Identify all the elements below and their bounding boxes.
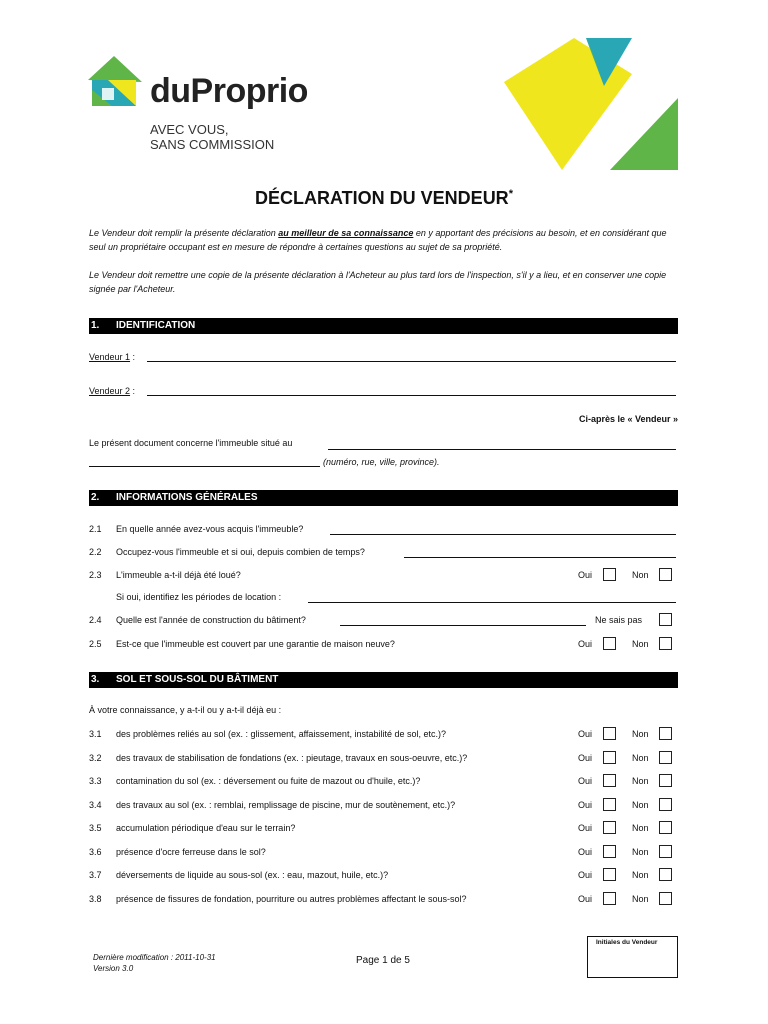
duproprio-logo-icon (84, 54, 146, 108)
q36-non-checkbox[interactable] (659, 845, 672, 858)
q31-number: 3.1 (89, 729, 102, 739)
q38-number: 3.8 (89, 894, 102, 904)
adresse-field-1[interactable] (328, 449, 676, 450)
q32-non-checkbox[interactable] (659, 751, 672, 764)
initials-label: Initiales du Vendeur (596, 939, 658, 946)
q22-text: Occupez-vous l'immeuble et si oui, depuis combien de temps? (116, 547, 365, 557)
section-2-header: 2. INFORMATIONS GÉNÉRALES (89, 490, 678, 506)
q36-non-label: Non (632, 847, 649, 857)
q25-number: 2.5 (89, 639, 102, 649)
intro-emphasis: au meilleur de sa connaissance (278, 228, 414, 238)
q31-non-label: Non (632, 729, 649, 739)
q37-number: 3.7 (89, 870, 102, 880)
q22-field[interactable] (404, 557, 676, 558)
q36-oui-label: Oui (578, 847, 593, 857)
q35-number: 3.5 (89, 823, 102, 833)
q21-number: 2.1 (89, 524, 102, 534)
q38-oui-label: Oui (578, 894, 593, 904)
section-3-lead: À votre connaissance, y a-t-il ou y a-t-il déjà eu : (89, 705, 282, 715)
title-asterisk: * (508, 188, 513, 200)
q32-non-label: Non (632, 753, 649, 763)
q24-text: Quelle est l'année de construction du bâtiment? (116, 615, 306, 625)
brand-name: duProprio (150, 72, 308, 110)
q36-number: 3.6 (89, 847, 102, 857)
q25-non-checkbox[interactable] (659, 637, 672, 650)
adresse-hint: (numéro, rue, ville, province). (323, 457, 440, 467)
q23-number: 2.3 (89, 570, 102, 580)
q35-text: accumulation périodique d'eau sur le terrain? (116, 823, 296, 833)
q24-number: 2.4 (89, 615, 102, 625)
q32-oui-checkbox[interactable] (603, 751, 616, 764)
q31-oui-label: Oui (578, 729, 593, 739)
q33-number: 3.3 (89, 776, 102, 786)
q36-oui-checkbox[interactable] (603, 845, 616, 858)
tagline-line-1: AVEC VOUS, (150, 122, 229, 137)
q34-oui-checkbox[interactable] (603, 798, 616, 811)
q38-non-label: Non (632, 894, 649, 904)
q34-oui-label: Oui (578, 800, 593, 810)
q25-text: Est-ce que l'immeuble est couvert par une garantie de maison neuve? (116, 639, 395, 649)
immeuble-label: Le présent document concerne l'immeuble situé au (89, 438, 293, 448)
q25-oui-checkbox[interactable] (603, 637, 616, 650)
q31-oui-checkbox[interactable] (603, 727, 616, 740)
intro-paragraph-1: Le Vendeur doit remplir la présente déclaration au meilleur de sa connaissance en y apportant des précisions au besoin, et en considérant que seul un propriétaire occupant est en mesure de répondre à certaines questions au sujet de sa propriété. (89, 228, 667, 252)
vendeur-1-field[interactable] (147, 361, 676, 362)
q33-non-checkbox[interactable] (659, 774, 672, 787)
q31-text: des problèmes reliés au sol (ex. : glissement, affaissement, instabilité de sol, etc.)? (116, 729, 446, 739)
q34-number: 3.4 (89, 800, 102, 810)
vendeur-2-label: Vendeur 2 : (89, 386, 136, 396)
q21-text: En quelle année avez-vous acquis l'immeuble? (116, 524, 304, 534)
q23-oui-label: Oui (578, 570, 593, 580)
q23-non-label: Non (632, 570, 649, 580)
tagline (150, 122, 274, 152)
tagline-line-2: SANS COMMISSION (150, 137, 275, 152)
q23-non-checkbox[interactable] (659, 568, 672, 581)
q37-text: déversements de liquide au sous-sol (ex. : eau, mazout, huile, etc.)? (116, 870, 389, 880)
version: Version 3.0 (93, 964, 134, 973)
footer-info (93, 952, 216, 974)
q25-oui-label: Oui (578, 639, 593, 649)
q24-field[interactable] (340, 625, 586, 626)
q37-oui-label: Oui (578, 870, 593, 880)
q37-non-label: Non (632, 870, 649, 880)
q35-non-checkbox[interactable] (659, 821, 672, 834)
q37-oui-checkbox[interactable] (603, 868, 616, 881)
q32-oui-label: Oui (578, 753, 593, 763)
section-1-header: 1. IDENTIFICATION (89, 318, 678, 334)
q32-text: des travaux de stabilisation de fondations (ex. : pieutage, travaux en sous-oeuvre, etc.)? (116, 753, 468, 763)
vendeur-1-label: Vendeur 1 : (89, 352, 136, 362)
initials-box[interactable] (587, 936, 678, 978)
q34-non-label: Non (632, 800, 649, 810)
q23-sub-field[interactable] (308, 602, 676, 603)
q34-text: des travaux au sol (ex. : remblai, remplissage de piscine, mur de soutènement, etc.)? (116, 800, 456, 810)
intro-paragraph-2: Le Vendeur doit remettre une copie de la présente déclaration à l'Acheteur au plus tard lors de l'inspection, s'il y a lieu, et en conserver une copie signée par l'Acheteur. (89, 270, 667, 294)
q23-text: L'immeuble a-t-il déjà été loué? (116, 570, 241, 580)
q33-text: contamination du sol (ex. : déversement ou fuite de mazout ou d'huile, etc.)? (116, 776, 421, 786)
adresse-field-2[interactable] (89, 466, 320, 467)
q35-oui-label: Oui (578, 823, 593, 833)
last-modified: Dernière modification : 2011-10-31 (93, 953, 216, 962)
q33-oui-label: Oui (578, 776, 593, 786)
q21-field[interactable] (330, 534, 676, 535)
q38-oui-checkbox[interactable] (603, 892, 616, 905)
q38-text: présence de fissures de fondation, pourriture ou autres problèmes affectant le sous-sol? (116, 894, 467, 904)
q34-non-checkbox[interactable] (659, 798, 672, 811)
ci-apres-label: Ci-après le « Vendeur » (578, 414, 678, 424)
q32-number: 3.2 (89, 753, 102, 763)
q33-oui-checkbox[interactable] (603, 774, 616, 787)
q35-non-label: Non (632, 823, 649, 833)
q38-non-checkbox[interactable] (659, 892, 672, 905)
q25-non-label: Non (632, 639, 649, 649)
q23-oui-checkbox[interactable] (603, 568, 616, 581)
q31-non-checkbox[interactable] (659, 727, 672, 740)
q33-non-label: Non (632, 776, 649, 786)
page-title (0, 188, 768, 209)
decorative-shapes-icon (500, 38, 680, 170)
q23-sub-text: Si oui, identifiez les périodes de location : (116, 592, 282, 602)
page-number: Page 1 de 5 (356, 955, 410, 966)
q37-non-checkbox[interactable] (659, 868, 672, 881)
q36-text: présence d'ocre ferreuse dans le sol? (116, 847, 266, 857)
q35-oui-checkbox[interactable] (603, 821, 616, 834)
q24-ne-sais-pas-label: Ne sais pas (595, 615, 643, 625)
q22-number: 2.2 (89, 547, 102, 557)
vendeur-2-field[interactable] (147, 395, 676, 396)
q24-ne-sais-pas-checkbox[interactable] (659, 613, 672, 626)
title-text: DÉCLARATION DU VENDEUR (255, 188, 509, 208)
section-3-header: 3. SOL ET SOUS-SOL DU BÂTIMENT (89, 672, 678, 688)
